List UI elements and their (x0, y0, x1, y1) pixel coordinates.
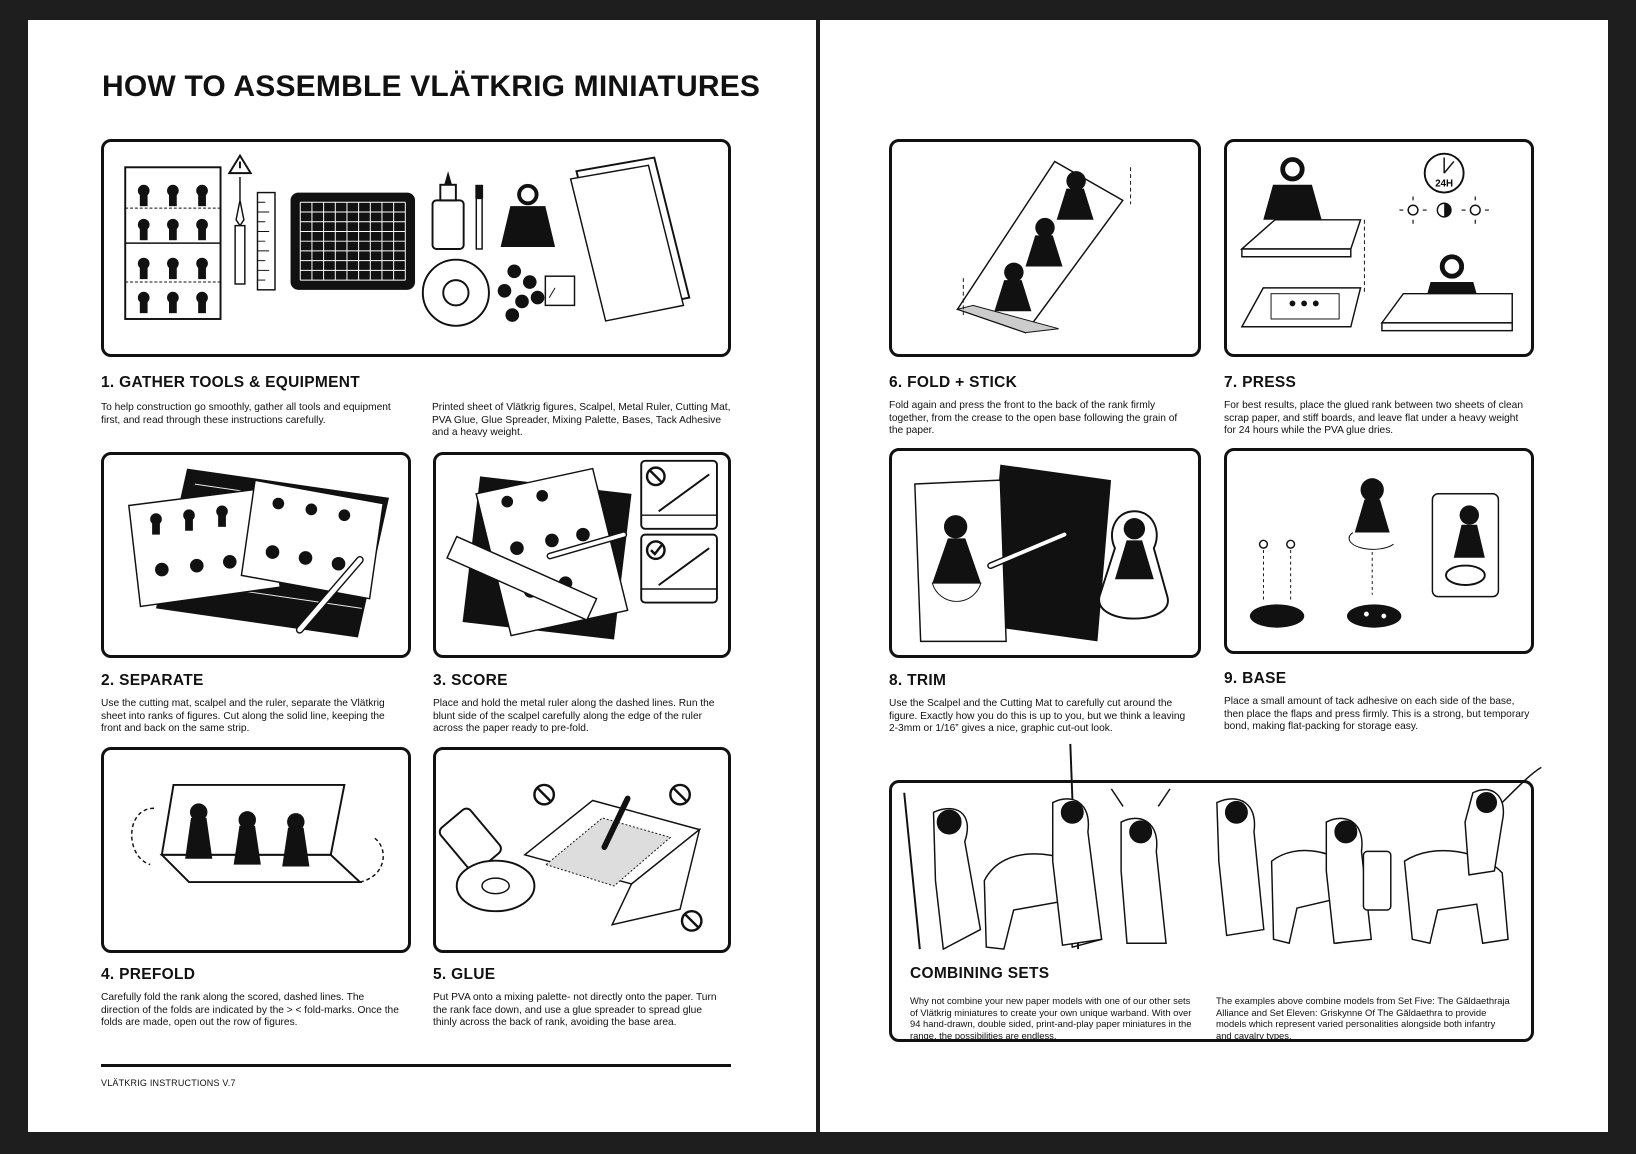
glue-bottle-icon (433, 171, 464, 249)
figure-icon (1349, 478, 1393, 595)
step-7-title: 7. PRESS (1224, 374, 1297, 391)
step-9-illustration (1224, 448, 1534, 654)
step-7-illustration (1224, 139, 1534, 357)
stiff-board-icon (1242, 220, 1361, 327)
page-title: HOW TO ASSEMBLE VLÄTKRIG MINIATURES (102, 70, 761, 103)
footer-text: VLÄTKRIG INSTRUCTIONS V.7 (101, 1078, 236, 1088)
sun-icon (1462, 196, 1489, 223)
no-glue-icon (534, 785, 553, 804)
glue-spreader-icon (475, 185, 483, 249)
step-2-illustration (101, 452, 411, 658)
stiff-board-icon (1382, 294, 1512, 331)
clock-icon (1425, 154, 1464, 193)
miniatures-group-left-illustration (904, 744, 1170, 949)
combining-sets-text-2: The examples above combine models from Set Five: The Găldaethraja Alliance and Set Eleven: Griskynne Of The Găldaethra to provide models which represent varied personalities alongside both infantry and cavalry types. (1216, 995, 1510, 1041)
step-2-title: 2. SEPARATE (101, 672, 204, 689)
step-1-text: To help construction go smoothly, gather all tools and equipment first, and read through these instructions carefully. (101, 402, 391, 426)
step-2-text: Use the cutting mat, scalpel and the ruler, separate the Vlätkrig sheet into ranks of figures. Cut along the solid line, keeping the front and back on the same strip. (101, 698, 385, 735)
warning-icon (229, 156, 250, 174)
paper-rank-icon (525, 800, 700, 924)
scalpel-icon (235, 177, 245, 284)
step-8-title: 8. TRIM (889, 672, 947, 689)
weight-icon (1263, 160, 1321, 220)
combining-sets-title: COMBINING SETS (910, 965, 1050, 982)
step-5-text: Put PVA onto a mixing palette- not directly onto the paper. Turn the rank face down, and use a glue spreader to spread glue thinly across the back of rank, avoiding the base area. (433, 992, 717, 1029)
no-glue-icon (682, 911, 701, 930)
ruler-icon (257, 193, 275, 290)
step-7-text: For best results, place the glued rank between two sheets of clean scrap paper, and stiff boards, and leave flat under a heavy weight for 24 hours while the PVA glue dries. (1224, 400, 1524, 437)
moon-icon (1437, 203, 1451, 217)
step-9-text: Place a small amount of tack adhesive on each side of the base, then place the flaps and press firmly. This is a strong, but temporary bond, making flat-packing for storage easy. (1224, 696, 1530, 733)
assembled-figure-icon (1432, 494, 1498, 597)
trimmed-figure-icon (1099, 511, 1168, 618)
miniatures-group-right-illustration (1217, 767, 1541, 943)
footer-divider (101, 1064, 731, 1067)
figure-card-icon (915, 480, 1006, 641)
tack-adhesive-icon (545, 276, 574, 305)
correct-method-icon (641, 535, 717, 603)
fold-arrow-icon (360, 837, 383, 882)
wrong-method-icon (641, 461, 717, 529)
sun-icon (1399, 196, 1426, 223)
step-5-title: 5. GLUE (433, 966, 496, 983)
base-disc-icon (1347, 604, 1401, 627)
step-1-equipment-list: Printed sheet of Vlätkrig figures, Scalpel, Metal Ruler, Cutting Mat, PVA Glue, Glue Spreader, Mixing Palette, Bases, Tack Adhesive and a heavy weight. (432, 402, 731, 439)
mixing-palette-icon (457, 861, 535, 911)
step-8-text: Use the Scalpel and the Cutting Mat to carefully cut around the figure. Exactly how you do this is up to you, but we think a leaving 2-3mm or 1/16” gives a nice, graphic cut-out look. (889, 698, 1186, 735)
step-3-illustration (433, 452, 731, 658)
step-1-illustration (101, 139, 731, 357)
step-6-title: 6. FOLD + STICK (889, 374, 1018, 391)
fold-stick-rank-icon (957, 161, 1122, 332)
clock-label: 24H (1435, 178, 1454, 190)
no-glue-icon (670, 785, 689, 804)
base-disc-icon (1250, 604, 1304, 627)
tack-adhesive-icon (1260, 540, 1295, 602)
step-1-title: 1. GATHER TOOLS & EQUIPMENT (101, 374, 360, 391)
step-3-title: 3. SCORE (433, 672, 508, 689)
step-6-illustration (889, 139, 1201, 357)
scrap-paper-icon (571, 158, 690, 321)
step-3-text: Place and hold the metal ruler along the dashed lines. Run the blunt side of the scalpel carefully along the edge of the ruler across the paper ready to pre-fold. (433, 698, 715, 735)
mixing-palette-icon (423, 260, 489, 326)
step-5-illustration (433, 747, 731, 953)
combining-sets-panel (889, 780, 1534, 1042)
step-8-illustration (889, 448, 1201, 658)
cutting-mat-icon (291, 193, 415, 290)
prefold-strip-icon (162, 785, 360, 882)
step-4-title: 4. PREFOLD (101, 966, 196, 983)
fold-arrow-icon (132, 808, 154, 864)
step-4-text: Carefully fold the rank along the scored, dashed lines. The direction of the folds are indicated by the > < fold-marks. Once the folds are made, open out the row of figures. (101, 992, 399, 1029)
combining-sets-text-1: Why not combine your new paper models with one of our other sets of Vlätkrig miniatures to create your own unique warband. With over 94 hand-drawn, double sided, print-and-play paper miniatures in the range, the possibilities are endless. (910, 995, 1192, 1041)
figure-sheet-icon (125, 167, 220, 319)
step-6-text: Fold again and press the front to the back of the rank firmly together, from the crease to the open base following the grain of the paper. (889, 400, 1178, 437)
left-page (28, 20, 816, 1132)
bases-icon (498, 265, 545, 322)
step-4-illustration (101, 747, 411, 953)
step-9-title: 9. BASE (1224, 670, 1287, 687)
weight-icon (501, 186, 555, 247)
right-page (820, 20, 1608, 1132)
